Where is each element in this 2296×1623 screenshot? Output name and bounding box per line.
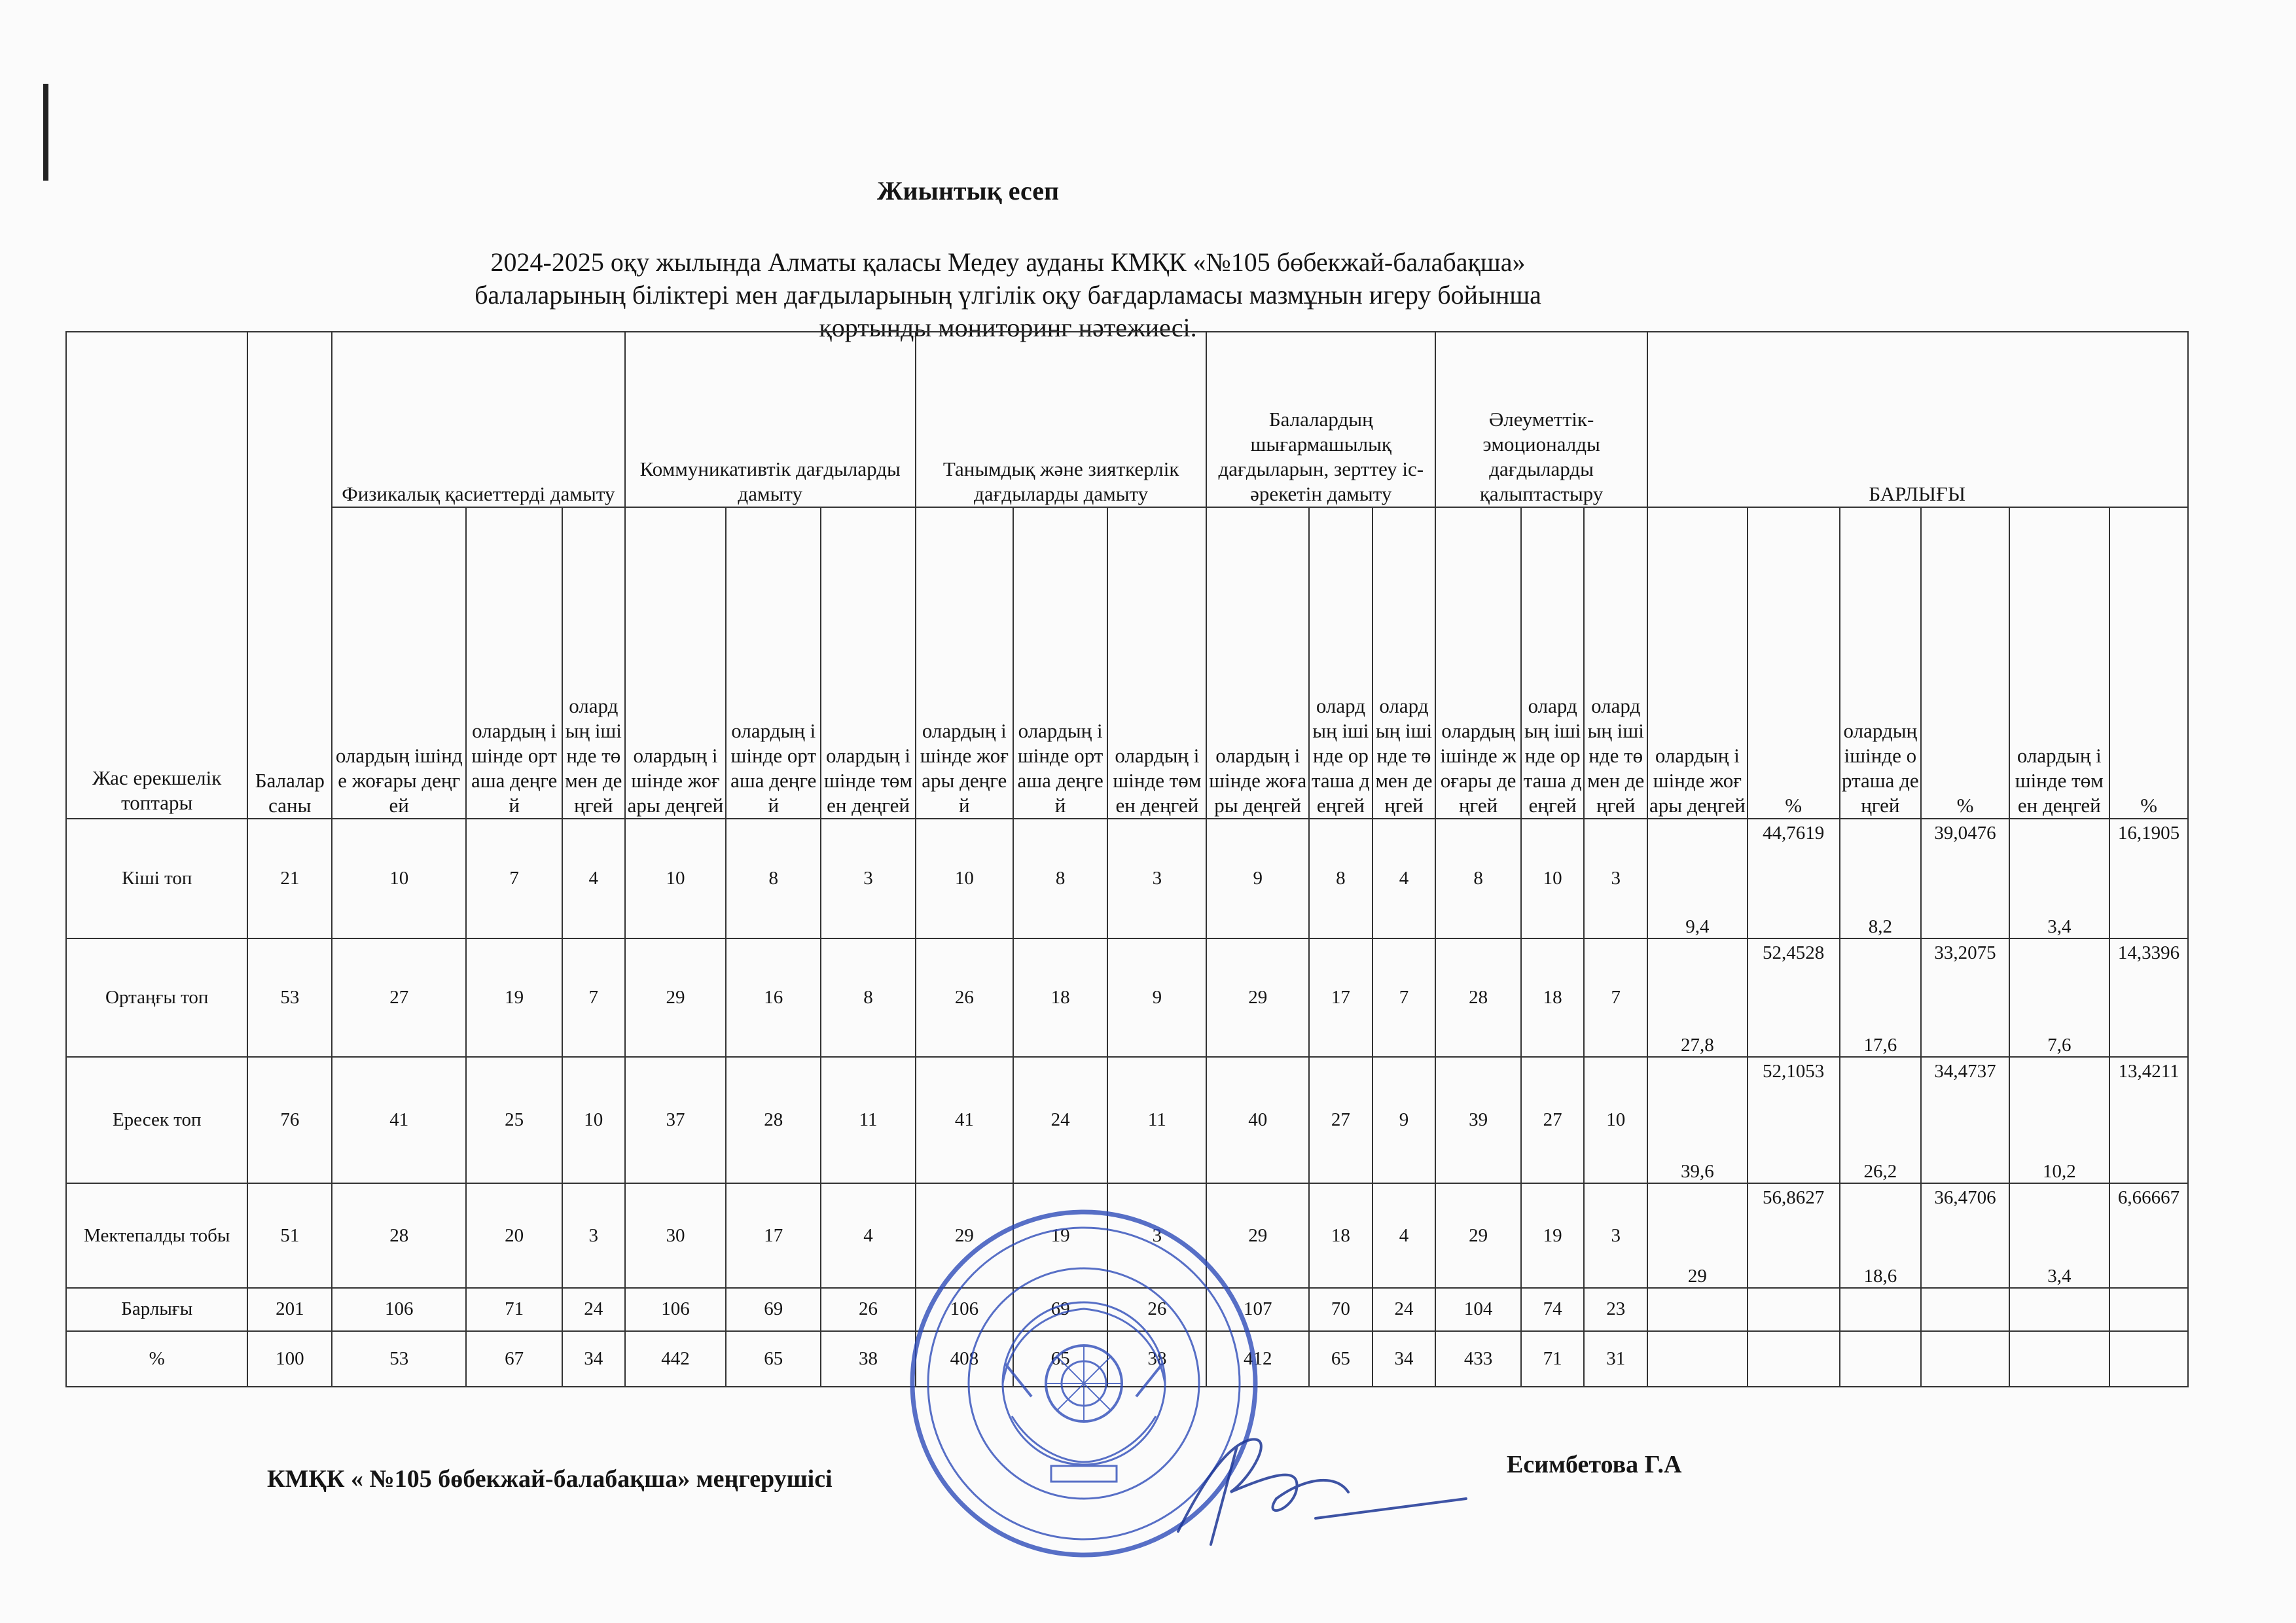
group-social-emotional-header: Әлеуметтік-эмоционалды дағдыларды қалыптастыру: [1435, 332, 1647, 507]
value-cell: 8: [726, 819, 821, 938]
total-cell: 26,2: [1840, 1057, 1922, 1184]
value-cell: 10: [332, 819, 466, 938]
group-creative-header: Балалардың шығармашылық дағдыларын, зерттеу іс-әрекетін дамыту: [1206, 332, 1435, 507]
level-subheader: олардың ішінде орташа деңгей: [1013, 507, 1108, 819]
value-cell: 69: [726, 1288, 821, 1331]
value-cell: 4: [821, 1183, 916, 1288]
value-cell: 65: [726, 1331, 821, 1387]
level-subheader: олардың ішінде орташа деңгей: [1309, 507, 1372, 819]
value-cell: 29: [625, 938, 726, 1057]
total-cell: 7,6: [2009, 938, 2109, 1057]
level-subheader: олардың ішінде төмен деңгей: [2009, 507, 2109, 819]
age-groups-header: Жас ерекшелік топтары: [66, 332, 247, 819]
value-cell: 39: [1435, 1057, 1521, 1184]
value-cell: 412: [1206, 1331, 1309, 1387]
level-subheader: олардың ішінде төмен деңгей: [821, 507, 916, 819]
level-subheader: %: [2109, 507, 2189, 819]
value-cell: 65: [1309, 1331, 1372, 1387]
value-cell: 9: [1206, 819, 1309, 938]
level-subheader: олардың ішінде жоғары деңгей: [916, 507, 1013, 819]
level-subheader: олардың ішінде орташа деңгей: [466, 507, 562, 819]
value-cell: 23: [1584, 1288, 1647, 1331]
empty-cell: [1748, 1288, 1840, 1331]
group-physical-header: Физикалық қасиеттерді дамыту: [332, 332, 624, 507]
total-cell: 52,4528: [1748, 938, 1840, 1057]
value-cell: 11: [821, 1057, 916, 1184]
level-subheader: %: [1921, 507, 2009, 819]
value-cell: 10: [916, 819, 1013, 938]
total-cell: 9,4: [1647, 819, 1748, 938]
total-cell: 34,4737: [1921, 1057, 2009, 1184]
value-cell: 106: [625, 1288, 726, 1331]
level-subheader: олардың ішінде жоғары деңгей: [625, 507, 726, 819]
level-subheader: олардың ішінде жоғары деңгей: [1435, 507, 1521, 819]
level-subheader: олардың ішінде төмен деңгей: [562, 507, 625, 819]
age-group-cell: Кіші топ: [66, 819, 247, 938]
value-cell: 25: [466, 1057, 562, 1184]
value-cell: 71: [1521, 1331, 1585, 1387]
group-cognitive-header: Танымдық және зияткерлік дағдыларды дамыту: [916, 332, 1206, 507]
value-cell: 34: [562, 1331, 625, 1387]
empty-cell: [2109, 1331, 2189, 1387]
value-cell: 8: [1435, 819, 1521, 938]
age-group-cell: Мектепалды тобы: [66, 1183, 247, 1288]
children-count-header: Балалар саны: [247, 332, 332, 819]
level-subheader: олардың ішінде орташа деңгей: [1521, 507, 1585, 819]
total-cell: 13,4211: [2109, 1057, 2189, 1184]
value-cell: 7: [466, 819, 562, 938]
value-cell: 24: [1372, 1288, 1436, 1331]
value-cell: 3: [1107, 1183, 1206, 1288]
age-group-cell: Ересек топ: [66, 1057, 247, 1184]
total-cell: 29: [1647, 1183, 1748, 1288]
value-cell: 17: [1309, 938, 1372, 1057]
value-cell: 11: [1107, 1057, 1206, 1184]
level-subheader: олардың ішінде төмен деңгей: [1372, 507, 1436, 819]
value-cell: 3: [562, 1183, 625, 1288]
value-cell: 31: [1584, 1331, 1647, 1387]
value-cell: 40: [1206, 1057, 1309, 1184]
level-subheader: олардың ішінде орташа деңгей: [1840, 507, 1922, 819]
total-cell: 8,2: [1840, 819, 1922, 938]
value-cell: 10: [562, 1057, 625, 1184]
value-cell: 38: [1107, 1331, 1206, 1387]
empty-cell: [1921, 1288, 2009, 1331]
empty-cell: [1647, 1288, 1748, 1331]
signature: [1152, 1420, 1492, 1551]
total-cell: 56,8627: [1748, 1183, 1840, 1288]
value-cell: 7: [1372, 938, 1436, 1057]
empty-cell: [2109, 1288, 2189, 1331]
value-cell: 442: [625, 1331, 726, 1387]
value-cell: 106: [332, 1288, 466, 1331]
group-header-row: [66, 332, 2239, 507]
table-row: [66, 938, 2239, 1057]
value-cell: 10: [625, 819, 726, 938]
value-cell: 30: [625, 1183, 726, 1288]
value-cell: 41: [332, 1057, 466, 1184]
value-cell: 26: [1107, 1288, 1206, 1331]
total-cell: 3,4: [2009, 819, 2109, 938]
value-cell: 26: [916, 938, 1013, 1057]
total-cell: 39,6: [1647, 1057, 1748, 1184]
value-cell: 67: [466, 1331, 562, 1387]
value-cell: 3: [1584, 1183, 1647, 1288]
value-cell: 69: [1013, 1288, 1108, 1331]
level-subheader: олардың ішінде жоғары деңгей: [332, 507, 466, 819]
total-cell: 18,6: [1840, 1183, 1922, 1288]
total-cell: 17,6: [1840, 938, 1922, 1057]
value-cell: 10: [1584, 1057, 1647, 1184]
value-cell: 433: [1435, 1331, 1521, 1387]
value-cell: 24: [562, 1288, 625, 1331]
sub-header-row: [66, 507, 2239, 819]
value-cell: 18: [1521, 938, 1585, 1057]
value-cell: 18: [1013, 938, 1108, 1057]
value-cell: 8: [1309, 819, 1372, 938]
value-cell: 29: [916, 1183, 1013, 1288]
footer-name: Есимбетова Г.А: [1507, 1451, 1682, 1478]
total-cell: 39,0476: [1921, 819, 2009, 938]
value-cell: 4: [1372, 819, 1436, 938]
count-cell: 76: [247, 1057, 332, 1184]
value-cell: 18: [1309, 1183, 1372, 1288]
count-cell: 21: [247, 819, 332, 938]
value-cell: 107: [1206, 1288, 1309, 1331]
value-cell: 26: [821, 1288, 916, 1331]
total-cell: 16,1905: [2109, 819, 2189, 938]
level-subheader: олардың ішінде төмен деңгей: [1107, 507, 1206, 819]
table-row: [66, 1057, 2239, 1184]
value-cell: 106: [916, 1288, 1013, 1331]
level-subheader: олардың ішінде жоғары деңгей: [1206, 507, 1309, 819]
value-cell: 65: [1013, 1331, 1108, 1387]
total-cell: 6,66667: [2109, 1183, 2189, 1288]
value-cell: 8: [1013, 819, 1108, 938]
row-label-cell: %: [66, 1331, 247, 1387]
value-cell: 3: [1107, 819, 1206, 938]
value-cell: 7: [1584, 938, 1647, 1057]
total-cell: 52,1053: [1748, 1057, 1840, 1184]
total-cell: 36,4706: [1921, 1183, 2009, 1288]
value-cell: 29: [1206, 938, 1309, 1057]
value-cell: 3: [821, 819, 916, 938]
value-cell: 27: [332, 938, 466, 1057]
total-cell: 3,4: [2009, 1183, 2109, 1288]
value-cell: 3: [1584, 819, 1647, 938]
value-cell: 19: [1521, 1183, 1585, 1288]
empty-cell: [1647, 1331, 1748, 1387]
value-cell: 16: [726, 938, 821, 1057]
value-cell: 104: [1435, 1288, 1521, 1331]
value-cell: 28: [1435, 938, 1521, 1057]
group-total-header: БАРЛЫҒЫ: [1647, 332, 2188, 507]
value-cell: 28: [332, 1183, 466, 1288]
value-cell: 41: [916, 1057, 1013, 1184]
subtitle-line: 2024-2025 оқу жылында Алматы қаласы Медеу ауданы КМҚК «№105 бөбекжай-балабақша»: [490, 247, 1526, 277]
total-cell: 27,8: [1647, 938, 1748, 1057]
value-cell: 53: [332, 1331, 466, 1387]
document-title: Жиынтық есеп: [877, 176, 1060, 205]
value-cell: 20: [466, 1183, 562, 1288]
empty-cell: [2009, 1331, 2109, 1387]
document-subtitle: [288, 246, 1728, 344]
table-row: [66, 819, 2239, 938]
value-cell: 74: [1521, 1288, 1585, 1331]
count-cell: 100: [247, 1331, 332, 1387]
total-cell: 14,3396: [2109, 938, 2189, 1057]
value-cell: 70: [1309, 1288, 1372, 1331]
value-cell: 4: [562, 819, 625, 938]
value-cell: 9: [1372, 1057, 1436, 1184]
subtitle-line: балаларының біліктері мен дағдыларының үлгілік оқу бағдарламасы мазмұнын игеру бойынша: [475, 280, 1541, 310]
empty-cell: [1840, 1288, 1922, 1331]
value-cell: 27: [1521, 1057, 1585, 1184]
row-label-cell: Барлығы: [66, 1288, 247, 1331]
value-cell: 38: [821, 1331, 916, 1387]
value-cell: 4: [1372, 1183, 1436, 1288]
empty-cell: [1921, 1331, 2009, 1387]
value-cell: 19: [466, 938, 562, 1057]
footer-position: КМҚК « №105 бөбекжай-балабақша» меңгерушісі: [267, 1465, 833, 1493]
empty-cell: [1840, 1331, 1922, 1387]
value-cell: 7: [562, 938, 625, 1057]
level-subheader: %: [1748, 507, 1840, 819]
group-communicative-header: Коммуникативтік дағдыларды дамыту: [625, 332, 916, 507]
value-cell: 24: [1013, 1057, 1108, 1184]
total-cell: 33,2075: [1921, 938, 2009, 1057]
level-subheader: олардың ішінде жоғары деңгей: [1647, 507, 1748, 819]
age-group-cell: Ортаңғы топ: [66, 938, 247, 1057]
subtitle-line: қортынды мониторинг нәтежиесі.: [819, 313, 1197, 342]
count-cell: 51: [247, 1183, 332, 1288]
value-cell: 28: [726, 1057, 821, 1184]
value-cell: 29: [1206, 1183, 1309, 1288]
total-cell: 44,7619: [1748, 819, 1840, 938]
value-cell: 17: [726, 1183, 821, 1288]
value-cell: 71: [466, 1288, 562, 1331]
value-cell: 37: [625, 1057, 726, 1184]
level-subheader: олардың ішінде орташа деңгей: [726, 507, 821, 819]
count-cell: 201: [247, 1288, 332, 1331]
count-cell: 53: [247, 938, 332, 1057]
value-cell: 9: [1107, 938, 1206, 1057]
page-edge-mark: [43, 84, 48, 181]
value-cell: 8: [821, 938, 916, 1057]
value-cell: 19: [1013, 1183, 1108, 1288]
value-cell: 408: [916, 1331, 1013, 1387]
value-cell: 10: [1521, 819, 1585, 938]
value-cell: 29: [1435, 1183, 1521, 1288]
level-subheader: олардың ішінде төмен деңгей: [1584, 507, 1647, 819]
value-cell: 34: [1372, 1331, 1436, 1387]
empty-cell: [1748, 1331, 1840, 1387]
value-cell: 27: [1309, 1057, 1372, 1184]
empty-cell: [2009, 1288, 2109, 1331]
total-cell: 10,2: [2009, 1057, 2109, 1184]
